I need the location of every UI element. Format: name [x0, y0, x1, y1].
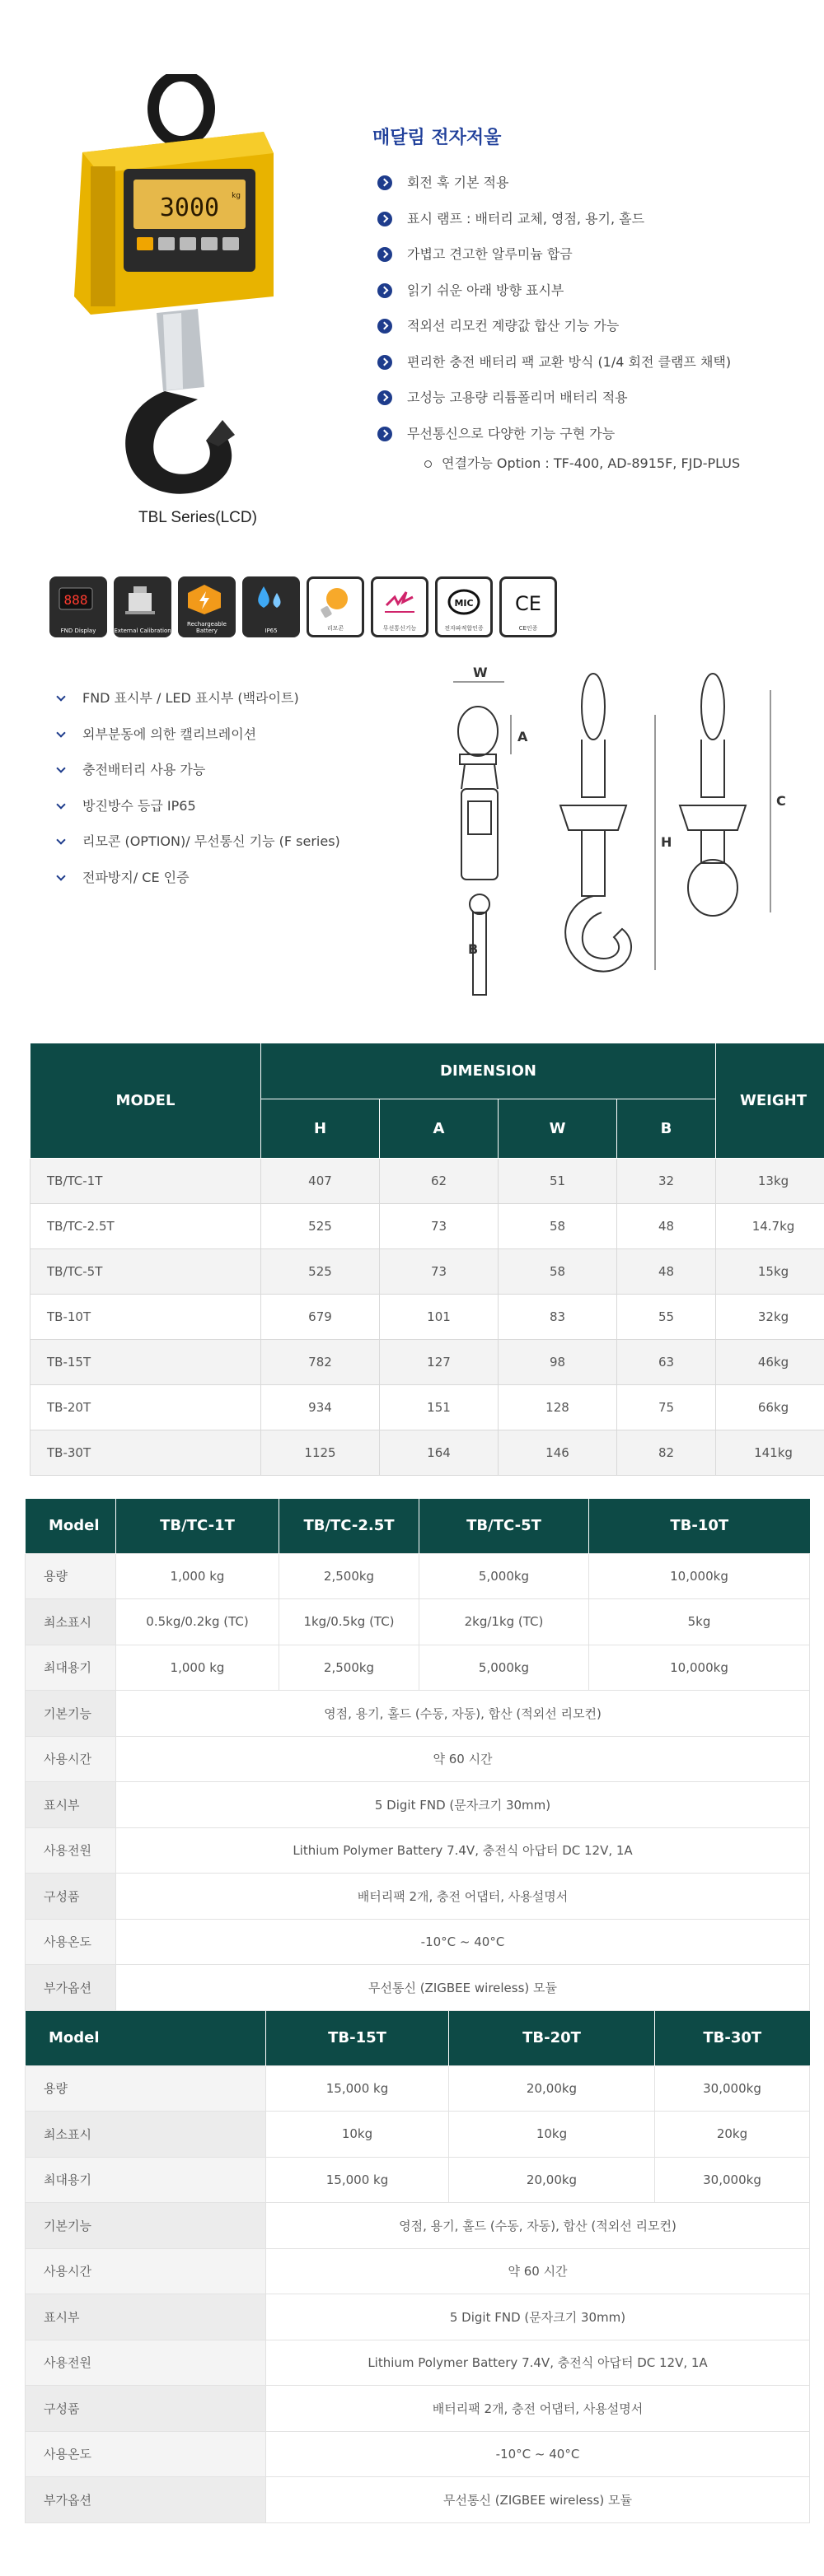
feature-item: 가볍고 견고한 알루미늄 합금	[377, 246, 731, 282]
table-row: 구성품 배터리팩 2개, 충전 어댑터, 사용설명서	[26, 2386, 810, 2432]
table-row: TB-15T 782 127 98 63 46kg	[30, 1340, 824, 1385]
chevron-down-icon	[56, 763, 65, 772]
feature-item: 읽기 쉬운 아래 방향 표시부	[377, 282, 731, 319]
function-item: FND 표시부 / LED 표시부 (백라이트)	[56, 690, 340, 726]
table-row: 사용온도 -10°C ~ 40°C	[26, 1919, 810, 1965]
ring-bullet-icon	[424, 460, 432, 468]
svg-text:C: C	[776, 793, 786, 809]
circle-arrow-icon	[377, 283, 392, 298]
table-row: 최소표시 10kg 10kg 20kg	[26, 2112, 810, 2158]
svg-text:W: W	[473, 665, 488, 680]
feature-item: 고성능 고용량 리튬폴리머 배터리 적용	[377, 390, 731, 426]
spec-icon-row	[49, 576, 557, 637]
spec-table-2	[25, 2011, 810, 2523]
circle-arrow-icon	[377, 355, 392, 370]
model-header: Model	[26, 2011, 266, 2065]
chevron-down-icon	[56, 692, 65, 701]
chevron-down-icon	[56, 800, 65, 809]
wireless-icon: 무선통신기능	[371, 576, 428, 637]
display-readout: 3000	[159, 194, 220, 222]
column-header: TB/TC-5T	[419, 1499, 589, 1553]
function-item: 리모콘 (OPTION)/ 무선통신 기능 (F series)	[56, 833, 340, 870]
svg-text:CE: CE	[515, 592, 541, 615]
circle-arrow-icon	[377, 175, 392, 190]
function-item: 전파방지/ CE 인증	[56, 870, 340, 906]
table-row: 사용온도 -10°C ~ 40°C	[26, 2431, 810, 2477]
column-header: W	[499, 1099, 617, 1159]
table-row: TB/TC-1T 407 62 51 32 13kg	[30, 1159, 824, 1204]
column-header: B	[617, 1099, 716, 1159]
svg-text:B: B	[468, 941, 479, 957]
feature-item: 적외선 리모컨 계량값 합산 기능 가능	[377, 318, 731, 354]
model-header: MODEL	[30, 1043, 261, 1159]
feature-item: 표시 램프 : 배터리 교체, 영점, 용기, 홀드	[377, 211, 731, 247]
table-row: 사용전원 Lithium Polymer Battery 7.4V, 충전식 아답터 DC 12V, 1A	[26, 2340, 810, 2386]
function-list	[56, 690, 340, 905]
circle-arrow-icon	[377, 212, 392, 226]
function-item: 외부분동에 의한 캘리브레이션	[56, 726, 340, 763]
remote-control-icon: 리모콘	[307, 576, 364, 637]
product-caption: TBL Series(LCD)	[138, 509, 257, 526]
table-row: 구성품 배터리팩 2개, 충전 어댑터, 사용설명서	[26, 1874, 810, 1920]
table-row: 기본기능 영점, 용기, 홀드 (수동, 자동), 합산 (적외선 리모컨)	[26, 1691, 810, 1737]
feature-item: 회전 훅 기본 적용	[377, 175, 731, 211]
svg-text:888: 888	[63, 592, 88, 608]
circle-arrow-icon	[377, 247, 392, 262]
column-header: TB-10T	[589, 1499, 810, 1553]
column-header: TB-30T	[655, 2011, 810, 2065]
dimension-header: DIMENSION	[261, 1043, 716, 1099]
fnd-display-icon: 888 FND Display	[49, 576, 107, 637]
table-row: 최대용기 15,000 kg 20,00kg 30,000kg	[26, 2157, 810, 2203]
table-row: 용량 1,000 kg 2,500kg 5,000kg 10,000kg	[26, 1553, 810, 1599]
column-header: TB/TC-1T	[116, 1499, 279, 1553]
svg-text:H: H	[661, 834, 672, 850]
feature-item: 무선통신으로 다양한 기능 구현 가능	[377, 426, 731, 462]
table-row: TB/TC-5T 525 73 58 48 15kg	[30, 1249, 824, 1295]
ce-icon: CE CE인증	[499, 576, 557, 637]
circle-arrow-icon	[377, 319, 392, 334]
feature-list	[377, 175, 731, 461]
product-title: 매달림 전자저울	[372, 128, 502, 148]
column-header: TB-20T	[449, 2011, 655, 2065]
crane-scale-image	[58, 74, 305, 502]
dimension-table	[30, 1043, 824, 1476]
table-row: 기본기능 영점, 용기, 홀드 (수동, 자동), 합산 (적외선 리모컨)	[26, 2203, 810, 2249]
table-row: 사용전원 Lithium Polymer Battery 7.4V, 충전식 아답터 DC 12V, 1A	[26, 1827, 810, 1874]
svg-text:MIC: MIC	[454, 598, 474, 609]
column-header: A	[380, 1099, 499, 1159]
table-row: TB/TC-2.5T 525 73 58 48 14.7kg	[30, 1204, 824, 1249]
rechargeable-battery-icon: Rechargeable Battery	[178, 576, 236, 637]
function-item: 충전배터리 사용 가능	[56, 762, 340, 798]
kc-certification-icon: MIC 전자파적합인증	[435, 576, 493, 637]
dimension-drawing	[428, 665, 791, 1003]
table-row: TB-20T 934 151 128 75 66kg	[30, 1385, 824, 1430]
feature-item: 편리한 충전 배터리 팩 교환 방식 (1/4 회전 클램프 채택)	[377, 354, 731, 390]
svg-text:A: A	[517, 729, 528, 744]
external-calibration-icon: External Calibration	[114, 576, 171, 637]
table-row: TB-30T 1125 164 146 82 141kg	[30, 1430, 824, 1476]
chevron-down-icon	[56, 835, 65, 844]
table-row: 사용시간 약 60 시간	[26, 2248, 810, 2294]
circle-arrow-icon	[377, 427, 392, 441]
table-row: 용량 15,000 kg 20,00kg 30,000kg	[26, 2065, 810, 2112]
table-row: TB-10T 679 101 83 55 32kg	[30, 1295, 824, 1340]
column-header: TB-15T	[266, 2011, 449, 2065]
chevron-down-icon	[56, 728, 65, 737]
column-header: H	[261, 1099, 380, 1159]
ip65-icon: IP65	[242, 576, 300, 637]
table-row: 부가옵션 무선통신 (ZIGBEE wireless) 모듈	[26, 1965, 810, 2011]
table-row: 최소표시 0.5kg/0.2kg (TC) 1kg/0.5kg (TC) 2kg/1kg (TC) 5kg	[26, 1599, 810, 1645]
table-row: 최대용기 1,000 kg 2,500kg 5,000kg 10,000kg	[26, 1645, 810, 1691]
table-row: 사용시간 약 60 시간	[26, 1736, 810, 1782]
function-item: 방진방수 등급 IP65	[56, 798, 340, 834]
spec-table-1	[25, 1499, 810, 2011]
column-header: TB/TC-2.5T	[279, 1499, 419, 1553]
svg-text:kg: kg	[232, 192, 241, 200]
model-header: Model	[26, 1499, 116, 1553]
table-row: 표시부 5 Digit FND (문자크기 30mm)	[26, 2294, 810, 2340]
weight-header: WEIGHT	[716, 1043, 824, 1159]
table-row: 부가옵션 무선통신 (ZIGBEE wireless) 모듈	[26, 2477, 810, 2523]
table-row: 표시부 5 Digit FND (문자크기 30mm)	[26, 1782, 810, 1828]
chevron-down-icon	[56, 871, 65, 880]
sub-feature: 연결가능 Option : TF-400, AD-8915F, FJD-PLUS	[424, 453, 740, 472]
circle-arrow-icon	[377, 390, 392, 405]
